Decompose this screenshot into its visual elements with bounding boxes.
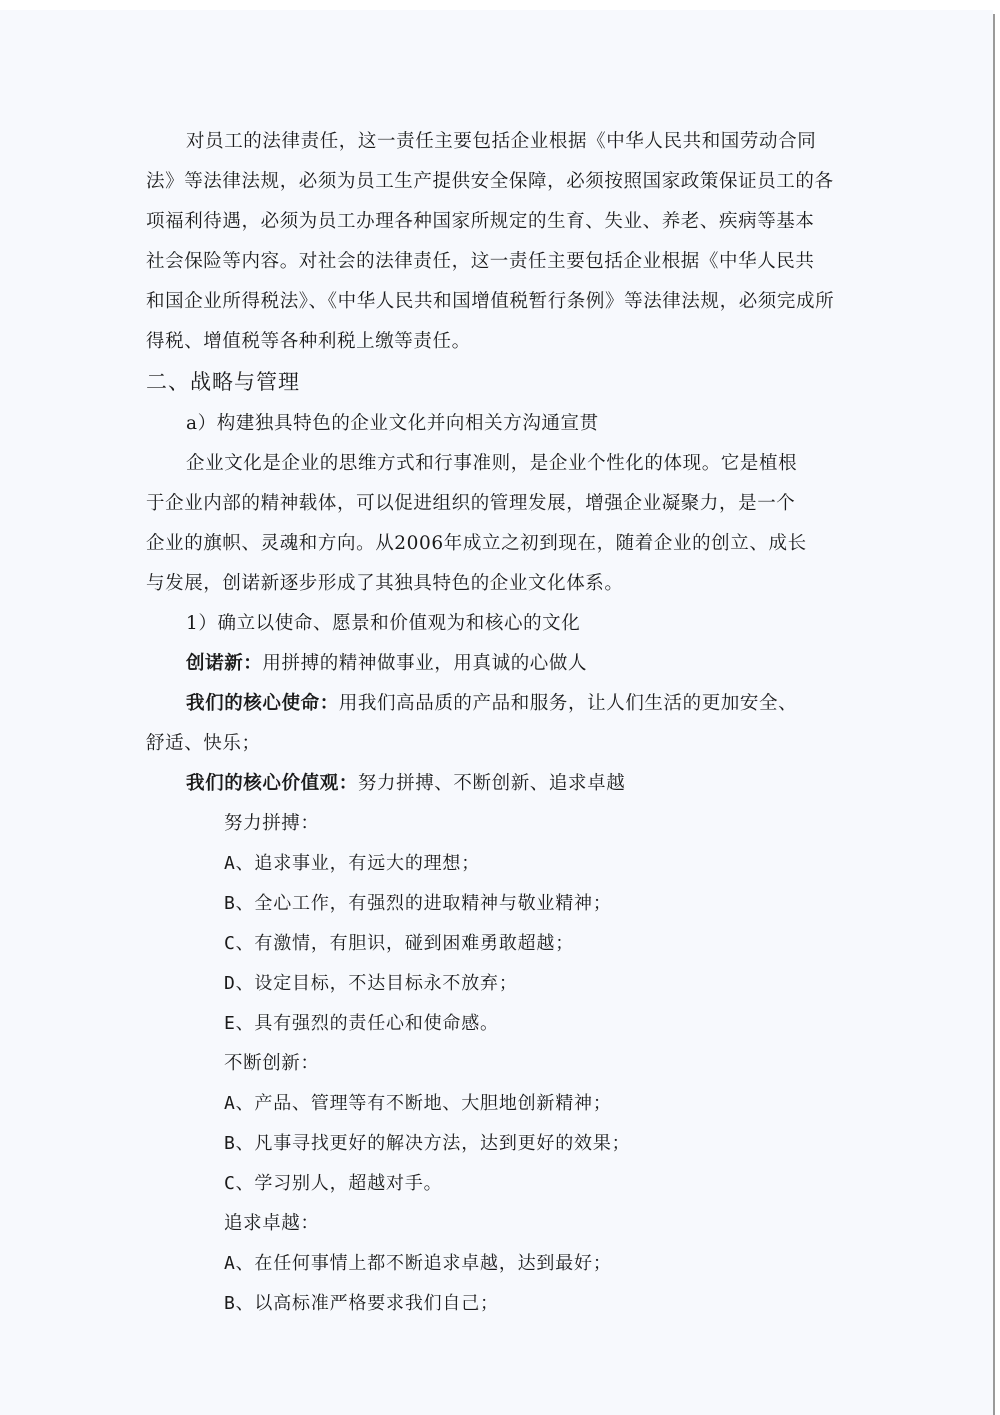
list-item: C、有激情，有胆识，碰到困难勇敢超越； [224, 933, 575, 954]
paragraph-line: 企业的旗帜、灵魂和方向。从2006年成立之初到现在，随着企业的创立、成长 [146, 533, 807, 554]
list-item: B、全心工作，有强烈的进取精神与敬业精神； [224, 893, 612, 914]
mission-line-continued: 舒适、快乐； [146, 733, 261, 754]
paragraph-line: 社会保险等内容。对社会的法律责任，这一责任主要包括企业根据《中华人民共 [146, 251, 815, 272]
list-item: A、追求事业，有远大的理想； [224, 853, 481, 874]
list-item: D、设定目标，不达目标永不放弃； [224, 973, 518, 994]
mission-text: 用我们高品质的产品和服务，让人们生活的更加安全、 [338, 693, 798, 714]
value-group-title: 努力拼搏： [224, 813, 320, 834]
paragraph-line: 法》等法律法规，必须为员工生产提供安全保障，必须按照国家政策保证员工的各 [146, 171, 834, 192]
paragraph-line: 于企业内部的精神载体，可以促进组织的管理发展，增强企业凝聚力，是一个 [146, 493, 796, 514]
list-item: E、具有强烈的责任心和使命感。 [224, 1013, 499, 1034]
paragraph-line: 与发展，创诺新逐步形成了其独具特色的企业文化体系。 [146, 573, 624, 594]
list-item: A、在任何事情上都不断追求卓越，达到最好； [224, 1253, 612, 1274]
values-line [186, 772, 625, 796]
scan-margin [995, 14, 1000, 1415]
paragraph-line: 对员工的法律责任，这一责任主要包括企业根据《中华人民共和国劳动合同 [186, 131, 817, 152]
section-heading: 二、战略与管理 [146, 370, 300, 394]
subsection-title: 1）确立以使命、愿景和价值观为和核心的文化 [186, 613, 581, 634]
paragraph-line: 得税、增值税等各种利税上缴等责任。 [146, 331, 471, 352]
list-item: C、学习别人，超越对手。 [224, 1173, 443, 1194]
list-item: A、产品、管理等有不断地、大胆地创新精神； [224, 1093, 612, 1114]
motto-label: 创诺新： [186, 653, 263, 674]
mission-line [186, 692, 797, 716]
motto-text: 用拼搏的精神做事业，用真诚的心做人 [262, 653, 588, 674]
list-item: B、凡事寻找更好的解决方法，达到更好的效果； [224, 1133, 631, 1154]
values-label: 我们的核心价值观： [186, 773, 358, 794]
paragraph-line: 和国企业所得税法》、《中华人民共和国增值税暂行条例》等法律法规，必须完成所 [146, 291, 835, 312]
value-group-title: 不断创新： [224, 1053, 320, 1074]
motto-line [186, 652, 587, 676]
list-item: B、以高标准严格要求我们自己； [224, 1293, 499, 1314]
paragraph-line: 企业文化是企业的思维方式和行事准则，是企业个性化的体现。它是植根 [186, 453, 798, 474]
value-group-title: 追求卓越： [224, 1213, 320, 1234]
values-text: 努力拼搏、不断创新、追求卓越 [357, 773, 626, 794]
subsection-title: a）构建独具特色的企业文化并向相关方沟通宣贯 [186, 413, 599, 434]
paragraph-line: 项福利待遇，必须为员工办理各种国家所规定的生育、失业、养老、疾病等基本 [146, 211, 815, 232]
mission-label: 我们的核心使命： [186, 693, 339, 714]
